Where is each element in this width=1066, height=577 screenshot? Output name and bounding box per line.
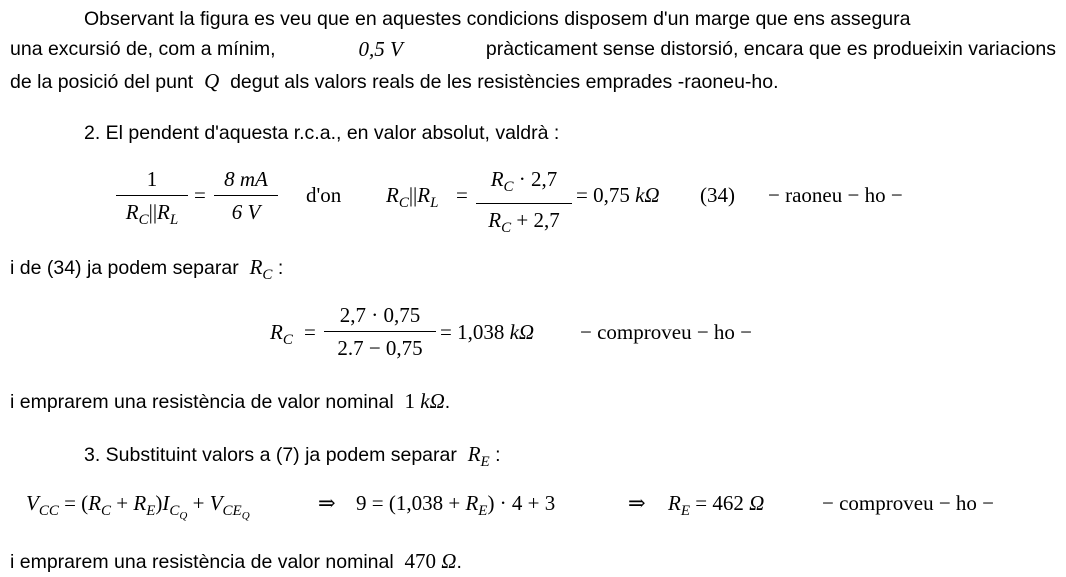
fraction-3 [476,166,572,241]
point-q: Q [204,69,220,93]
paragraph-1-text-1: Observant la figura es veu que en aquestes condicions disposem d'un marge que ens assegura [84,8,911,30]
eq1-result: = 0,75 kΩ [576,183,660,207]
paragraph-1-line-2 [10,37,1056,61]
paragraph-1-text-2a: una excursió de, com a mínim, [10,38,276,60]
eq3-result: $R_E = 462$ Ω [668,491,765,519]
rc-symbol: $R_C$ [249,255,273,283]
fraction-1-denominator: $R_C||R_L$ [125,200,179,228]
nominal-value-2: 470 Ω [404,549,457,573]
eq2-equals: = [304,320,316,344]
nominal-value-1: 1 kΩ [404,389,445,413]
fraction-3-numerator: $R_C \cdot 2,7$ [476,166,572,204]
paragraph-1-text-2b: pràcticament sense distorsió, encara que es produeixin variacions [485,38,1056,60]
paragraph-1-text-3b: degut als valors reals de les resistències emprades -raoneu-ho. [230,71,779,93]
item-3-heading: 3. Substituint valors a (7) ja podem separar $R_E$ : [84,442,501,470]
paragraph-4: i emprarem una resistència de valor nominal 470 Ω. [10,549,462,573]
eq3-arrow-2: ⇒ [628,491,646,515]
paragraph-1-text-3a: de la posició del punt [10,71,194,93]
paragraph-2: i de (34) ja podem separar $R_C$ : [10,255,284,283]
don-word: d'on [306,183,342,207]
eq2-note: − comproveu − ho − [580,320,752,344]
paragraph-1-line-3 [10,69,779,94]
fraction-2-numerator: 8 mA [214,166,278,196]
eq1-equals-2: = [456,183,468,207]
eq3-note: − comproveu − ho − [822,491,994,515]
paragraph-1-line-1 [84,7,910,31]
item-2-heading [84,121,559,145]
fraction-4 [324,302,436,361]
fraction-2-denominator: 6 V [231,200,261,224]
fraction-3-denominator: $R_C + 2,7$ [488,208,560,236]
voltage-value: 0,5 V [358,37,403,61]
re-symbol: $R_E$ [467,442,490,470]
fraction-1-numerator: 1 [116,166,188,196]
fraction-4-denominator: 2.7 − 0,75 [337,336,423,360]
fraction-4-numerator: 2,7 · 0,75 [324,302,436,332]
item-2-text: 2. El pendent d'aquesta r.c.a., en valor absolut, valdrà : [84,122,560,144]
eq1-lhs: $R_C||R_L$ [386,183,439,211]
equation-3: $V_{CC} = (R_C + R_E)I_{C_Q} + V_{CE_Q}$ [26,491,250,522]
eq3-arrow-1: ⇒ [318,491,336,515]
fraction-1 [116,166,188,233]
eq2-lhs: $R_C$ [270,320,293,348]
eq2-result: = 1,038 kΩ [440,320,535,344]
eq1-equals: = [194,183,206,207]
eq3-middle: $9 = (1,038 + R_E) \cdot 4 + 3$ [356,491,556,519]
paragraph-3: i emprarem una resistència de valor nominal 1 kΩ. [10,389,451,413]
eq1-note: − raoneu − ho − [768,183,903,207]
fraction-2 [214,166,278,225]
eq1-reference: (34) [700,183,735,207]
